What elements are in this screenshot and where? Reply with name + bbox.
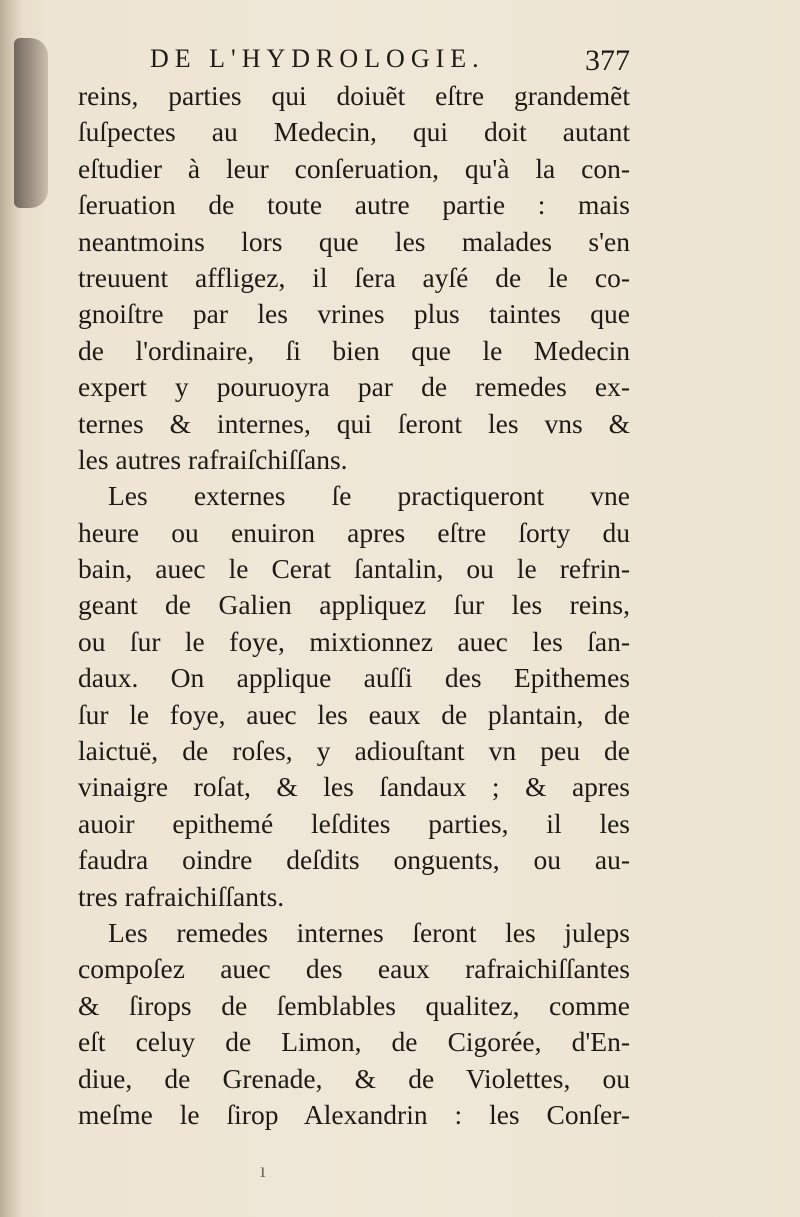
text-line: meſme le ſirop Alexandrin : les Conſer- <box>78 1098 630 1130</box>
page-number: 377 <box>585 44 630 77</box>
text-line: tres rafraichiſſants. <box>78 880 285 912</box>
body-text <box>78 78 630 1133</box>
text-line: vinaigre roſat, & les ſandaux ; & apres <box>78 771 630 803</box>
text-line: Les externes ſe practiqueront vne <box>108 480 630 512</box>
running-title: DE L'HYDROLOGIE. <box>150 44 485 73</box>
text-line: ſuſpectes au Medecin, qui doit autant <box>78 116 630 148</box>
text-line: ternes & internes, qui ſeront les vns & <box>78 407 630 439</box>
binding-shadow <box>14 38 48 208</box>
text-line: auoir epithemé leſdites parties, il les <box>78 807 630 839</box>
text-line: reins, parties qui doiuẽt eſtre grandemẽt <box>78 80 630 111</box>
text-line: expert y pouruoyra par de remedes ex- <box>78 371 630 403</box>
text-line: ſur le foye, auec les eaux de plantain, de <box>78 698 630 730</box>
text-line: bain, auec le Cerat ſantalin, ou le refrin- <box>78 553 630 585</box>
text-line: compoſez auec des eaux rafraichiſſantes <box>78 953 630 985</box>
text-line: treuuent affligez, il ſera ayſé de le co- <box>78 261 630 293</box>
text-line: geant de Galien appliquez ſur les reins, <box>78 589 630 621</box>
text-line: de l'ordinaire, ſi bien que le Medecin <box>78 334 630 366</box>
text-line: faudra oindre deſdits onguents, ou au- <box>78 844 630 876</box>
text-line: laictuë, de roſes, y adiouſtant vn peu de <box>78 735 630 767</box>
text-line: les autres rafraiſchiſſans. <box>78 443 348 475</box>
text-line: eſtudier à leur conſeruation, qu'à la con- <box>78 152 630 184</box>
text-line: Les remedes internes ſeront les juleps <box>108 916 630 948</box>
text-line: ou ſur le foye, mixtionnez auec les ſan- <box>78 625 630 657</box>
text-line: ſeruation de toute autre partie : mais <box>78 189 630 221</box>
text-line: eſt celuy de Limon, de Cigorée, d'En- <box>78 1026 630 1058</box>
text-line: daux. On applique auſſi des Epithemes <box>78 662 630 694</box>
text-line: & ſirops de ſemblables qualitez, comme <box>78 989 630 1021</box>
footer-mark: ı <box>260 1160 266 1182</box>
text-line: heure ou enuiron apres eſtre ſorty du <box>78 516 630 548</box>
text-line: neantmoins lors que les malades s'en <box>78 225 630 257</box>
text-line: diue, de Grenade, & de Violettes, ou <box>78 1062 630 1094</box>
text-line: gnoiſtre par les vrines plus taintes que <box>78 298 630 330</box>
